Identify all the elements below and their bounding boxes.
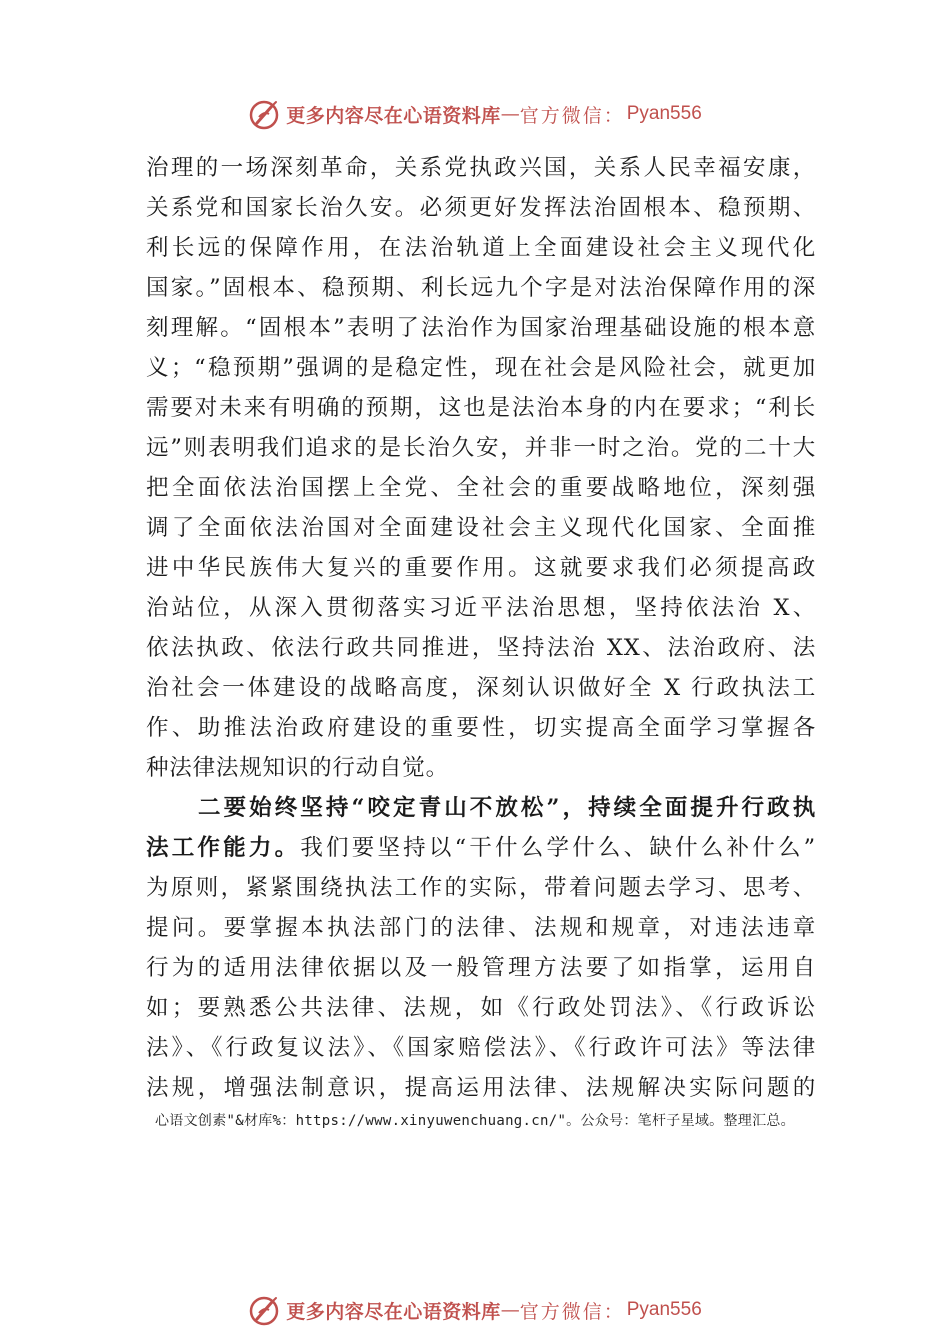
banner-separator: — [500,1299,520,1321]
banner-official-label: 官方微信： [519,104,625,127]
text-line: 需要对未来有明确的预期，这也是法治本身的内在要求；“利长 [146,395,816,421]
text-line: 把全面依法治国摆上全党、全社会的重要战略地位，深刻强 [146,475,816,501]
text-line: 治理的一场深刻革命，关系党执政兴国，关系人民幸福安康， [146,155,816,181]
text-line: 法规，增强法制意识，提高运用法律、法规解决实际问题的 [146,1075,816,1101]
text-line: 义；“稳预期”强调的是稳定性，现在社会是风险社会，就更加 [146,355,816,381]
banner-wechat-id: Pyan556 [626,1299,702,1320]
section-heading: 二要始终坚持“咬定青山不放松”，持续全面提升行政执 [198,795,816,821]
text-line: 远”则表明我们追求的是长治久安，并非一时之治。党的二十大 [146,435,816,461]
section-heading-end: 法工作能力。 [146,835,301,861]
text-line: 为原则，紧紧围绕执法工作的实际，带着问题去学习、思考、 [146,875,816,901]
banner-main-text: 更多内容尽在心语资料库 [286,1300,501,1323]
pen-logo-icon [248,1293,282,1327]
banner-main-text: 更多内容尽在心语资料库 [286,104,501,127]
source-note: 心语文创素"&材库%：https://www.xinyuwenchuang.cn/"。公众号：笔杆子星域。整理汇总。 [155,1113,795,1129]
text-line: 调了全面依法治国对全面建设社会主义现代化国家、全面推 [146,515,816,541]
pen-logo-icon [248,97,282,131]
banner-wechat-id: Pyan556 [626,103,702,124]
text-line: 法》、《行政复议法》、《国家赔偿法》、《行政许可法》等法律 [146,1035,816,1061]
footer-banner [0,1290,950,1330]
document-body [146,148,816,1108]
text-line: 种法律法规知识的行动自觉。 [146,755,449,781]
header-banner [0,94,950,134]
text-line: 治社会一体建设的战略高度，深刻认识做好全 X 行政执法工 [146,675,816,701]
banner-separator: — [500,103,520,125]
text-line: 提问。要掌握本执法部门的法律、法规和规章，对违法违章 [146,915,816,941]
banner-official-label: 官方微信： [519,1300,625,1323]
text-line: 治站位，从深入贯彻落实习近平法治思想，坚持依法治 X、 [146,595,816,621]
text-line: 国家。”固根本、稳预期、利长远九个字是对法治保障作用的深 [146,275,816,301]
text-line: 如；要熟悉公共法律、法规，如《行政处罚法》、《行政诉讼 [146,995,816,1021]
text-line: 关系党和国家长治久安。必须更好发挥法治固根本、稳预期、 [146,195,816,221]
text-line: 进中华民族伟大复兴的重要作用。这就要求我们必须提高政 [146,555,816,581]
text-line: 依法执政、依法行政共同推进，坚持法治 XX、法治政府、法 [146,635,816,661]
text-line: 作、助推法治政府建设的重要性，切实提高全面学习掌握各 [146,715,816,741]
text-line-mixed [146,828,816,868]
text-line: 刻理解。“固根本”表明了法治作为国家治理基础设施的根本意 [146,315,816,341]
text-run: 我们要坚持以“干什么学什么、缺什么补什么” [300,835,816,861]
text-line: 利长远的保障作用，在法治轨道上全面建设社会主义现代化 [146,235,816,261]
text-line: 行为的适用法律依据以及一般管理方法要了如指掌，运用自 [146,955,816,981]
